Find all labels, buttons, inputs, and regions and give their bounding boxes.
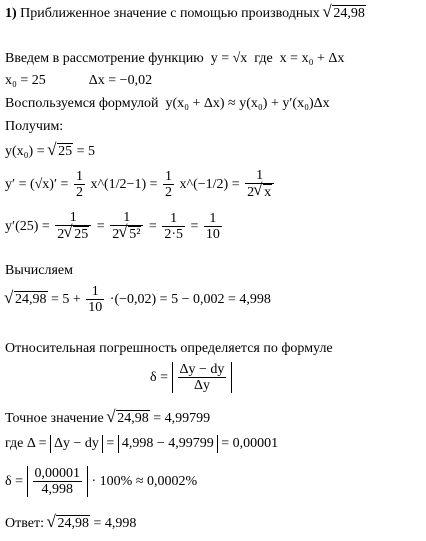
compute-line: √ 24,98 = 5 + $\frac{1}{10}$ ·(−0,02) = 5 − 0,002 = 4,998 <box>5 284 271 315</box>
problem-title <box>5 5 366 23</box>
answer-value: = 4,998 <box>93 516 137 531</box>
absolute-error-line: где Δ = Δy − dy = 4,998 − 4,99799 = 0,00001 <box>5 436 279 452</box>
relative-error-result: δ = $\frac{0,00001}{4,998}$ · 100% ≈ 0,0002% <box>5 466 198 497</box>
problem-number: 1) <box>5 6 17 21</box>
step-derivative-at-25: y′(25) = $\frac{1}{2√ 25}$ = $\frac{1}{\text{2√ 5²}}$ = $\frac{1}{2\cdot 5}$ = $\frac{1}{10}$ <box>5 210 224 243</box>
relative-error-text: Относительная погрешность определяется по формуле <box>5 341 333 356</box>
approx-formula: y(x₀ + Δx) ≈ y(x₀) + y′(x₀)Δx <box>165 96 330 111</box>
function-def: y = √x <box>210 51 248 66</box>
root-expression: √ 24,98 <box>323 5 366 23</box>
compute-title: Вычисляем <box>5 263 73 278</box>
exact-value-line: Точное значение √ 24,98 = 4,99799 <box>5 410 210 428</box>
answer-line: Ответ: √ 24,98 = 4,998 <box>5 515 136 533</box>
obtained-label: Получим: <box>5 119 64 134</box>
intro-line: Введем в рассмотрение функцию y = √x где x = x₀ + Δx <box>5 51 345 66</box>
step-y-x0: y(x₀) = √ 25 = 5 <box>5 143 95 161</box>
answer-label: Ответ: <box>5 516 44 531</box>
formula-line: Воспользуемся формулой y(x₀ + Δx) ≈ y(x₀) + y′(x₀)Δx <box>5 96 330 111</box>
problem-text: Приближенное значение с помощью производных <box>20 6 320 21</box>
relative-error-formula: δ = $\frac{\Delta y - dy}{\Delta y}$ <box>150 362 232 393</box>
dx-value: Δx = −0,02 <box>88 73 153 88</box>
given-values <box>5 72 152 90</box>
x0-value: x₀ = 25 <box>5 73 46 88</box>
x-definition: x = x₀ + Δx <box>279 51 345 66</box>
step-derivative: y′ = (√x)′ = $\frac{1}{2}$ x^(1/2−1) = $\frac{1}{2}$ x^(−1/2) = $\frac{1}{2√ x}$ <box>5 168 276 201</box>
